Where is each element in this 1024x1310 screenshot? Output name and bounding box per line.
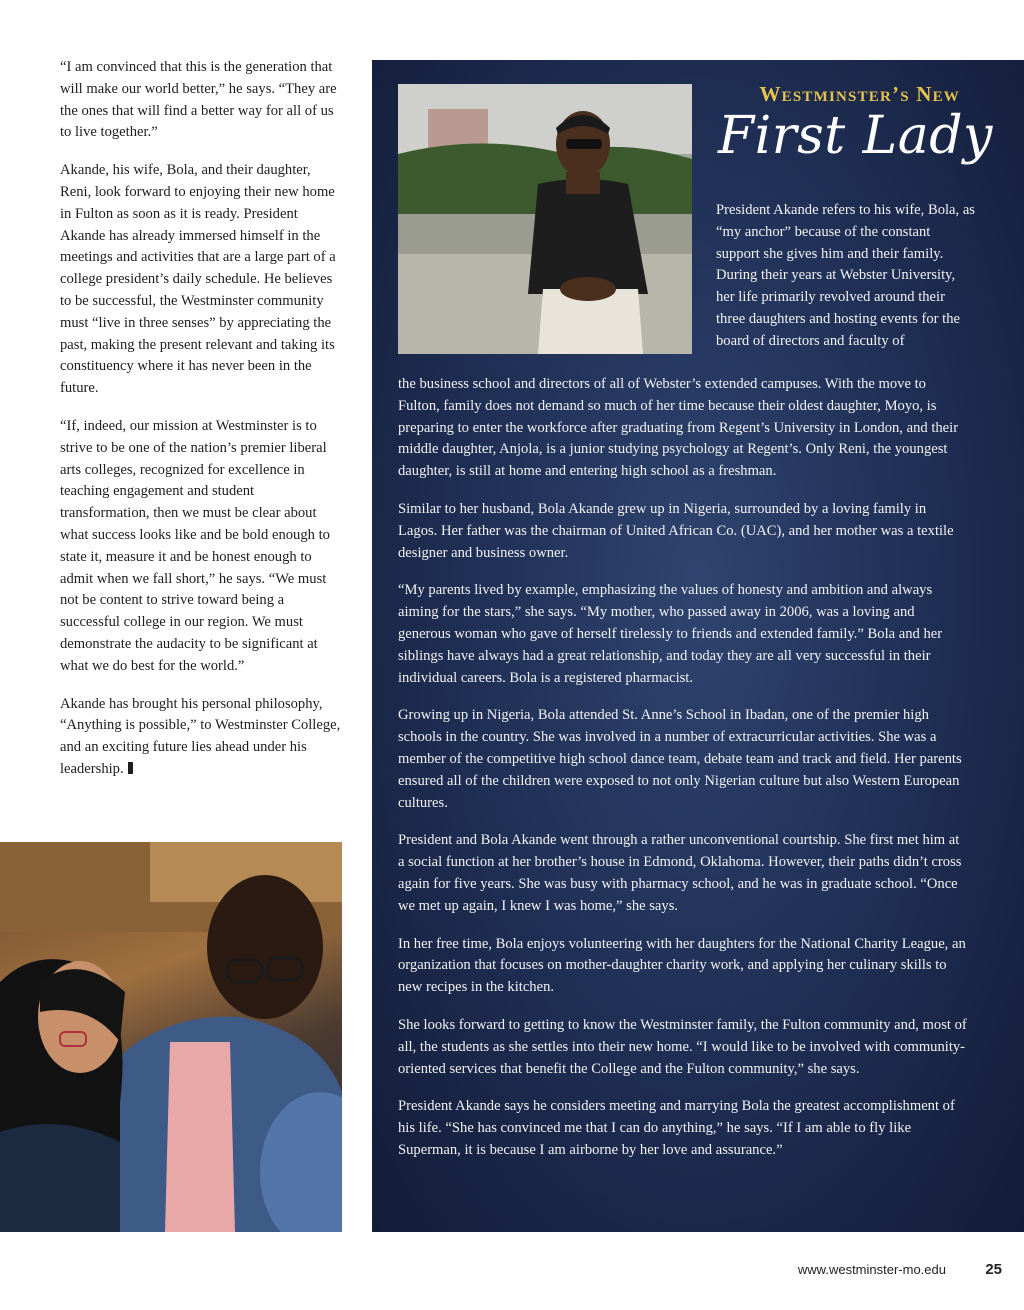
paragraph-last (60, 694, 345, 781)
paragraph: President Akande says he considers meeting and marrying Bola the greatest accomplishment of his life. “She has convinced me that I can do anything,” he says. “If I am able to fly like Superman, it is because I am airborne by her love and assurance.” (398, 1098, 955, 1158)
page-number: 25 (985, 1261, 1002, 1278)
paragraph: Growing up in Nigeria, Bola attended St. Anne’s School in Ibadan, one of the premier high schools in the country. She was involved in a number of extracurricular activities. She was a member of the competitive high school dance team, debate team and track and field. Her parents ensured all of the children were exposed to not only Nigerian culture but also Western European cultures. (398, 707, 962, 811)
sidebar-title-kicker: Westminster’s New (759, 82, 960, 106)
photo-illustration (0, 842, 342, 1232)
paragraph: Akande, his wife, Bola, and their daughter, Reni, look forward to enjoying their new home in Fulton as soon as it is ready. President Akande has already immersed himself in the meetings and activities that are a large part of a college president’s daily schedule. He believes to be successful, the Westminster community must “live in three senses” by appreciating the past, making the present relevant and taking its constituency where it has never been in the future. (60, 162, 336, 397)
end-mark-icon (128, 762, 133, 774)
paragraph-text: Akande has brought his personal philosophy, “Anything is possible,” to Westminster College, and an exciting future lies ahead under his leadership. (60, 695, 341, 777)
paragraph: “I am convinced that this is the generation that will make our world better,” he says. “They are the ones that will find a better way for all of us to live together.” (60, 59, 337, 141)
paragraph: “If, indeed, our mission at Westminster is to strive to be one of the nation’s premier liberal arts colleges, recognized for excellence in teaching engagement and student transformation, then we must be clear about what success looks like and be bold enough to state it, measure it and be honest enough to admit when we fall short,” he says. “We must not be content to strive toward being a successful college in our region. We must demonstrate the audacity to be significant at what we do best for the world.” (60, 417, 330, 674)
photo-bola-akande (398, 84, 692, 354)
article-left-column (60, 57, 345, 797)
footer-url: www.westminster-mo.edu (797, 1262, 946, 1277)
photo-president-and-guest (0, 842, 342, 1232)
paragraph: She looks forward to getting to know the Westminster family, the Fulton community and, most of all, the students as she settles into their new home. “I would like to be involved with community-oriented services that benefit the College and the Fulton community,” she says. (398, 1016, 967, 1077)
sidebar-body (398, 374, 968, 1178)
paragraph: “My parents lived by example, emphasizing the values of honesty and ambition and always aiming for the stars,” she says. “My mother, who passed away in 2006, was a loving and generous woman who gave of herself tirelessly to friends and extended family.” Bola and her siblings have always had a great relationship, and today they are all very successful in their individual careers. Bola is a registered pharmacist. (398, 582, 943, 686)
paragraph: Similar to her husband, Bola Akande grew up in Nigeria, surrounded by a loving family in Lagos. Her father was the chairman of United African Co. (UAC), and her mother was a textile designer and business owner. (398, 500, 954, 561)
paragraph: In her free time, Bola enjoys volunteering with her daughters for the National Charity League, an organization that focuses on mother-daughter charity work, and applying her culinary skills to new recipes in the kitchen. (398, 935, 966, 996)
photo-illustration (398, 84, 692, 354)
first-lady-sidebar (372, 60, 1024, 1232)
sidebar-title: First Lady (718, 106, 993, 166)
paragraph: President and Bola Akande went through a rather unconventional courtship. She first met him at a social function at her brother’s house in Edmond, Oklahoma. However, their paths didn’t cross again for five years. She was busy with pharmacy school, and he was in graduate school. “Once we met up again, I knew I was home,” she says. (398, 832, 962, 914)
sidebar-intro-paragraph: President Akande refers to his wife, Bola, as “my anchor” because of the constant support she gives him and their family. During their years at Webster University, her life primarily revolved around their three daughters and hosting events for the board of directors and faculty of (716, 202, 975, 349)
paragraph: the business school and directors of all of Webster’s extended campuses. With the move to Fulton, family does not demand so much of her time because their oldest daughter, Moyo, is preparing to enter the workforce after graduating from Regent’s University in London, and their middle daughter, Anjola, is a junior studying psychology at Regent’s. Only Reni, the youngest daughter, is still at home and entering high school as a freshman. (398, 376, 959, 480)
